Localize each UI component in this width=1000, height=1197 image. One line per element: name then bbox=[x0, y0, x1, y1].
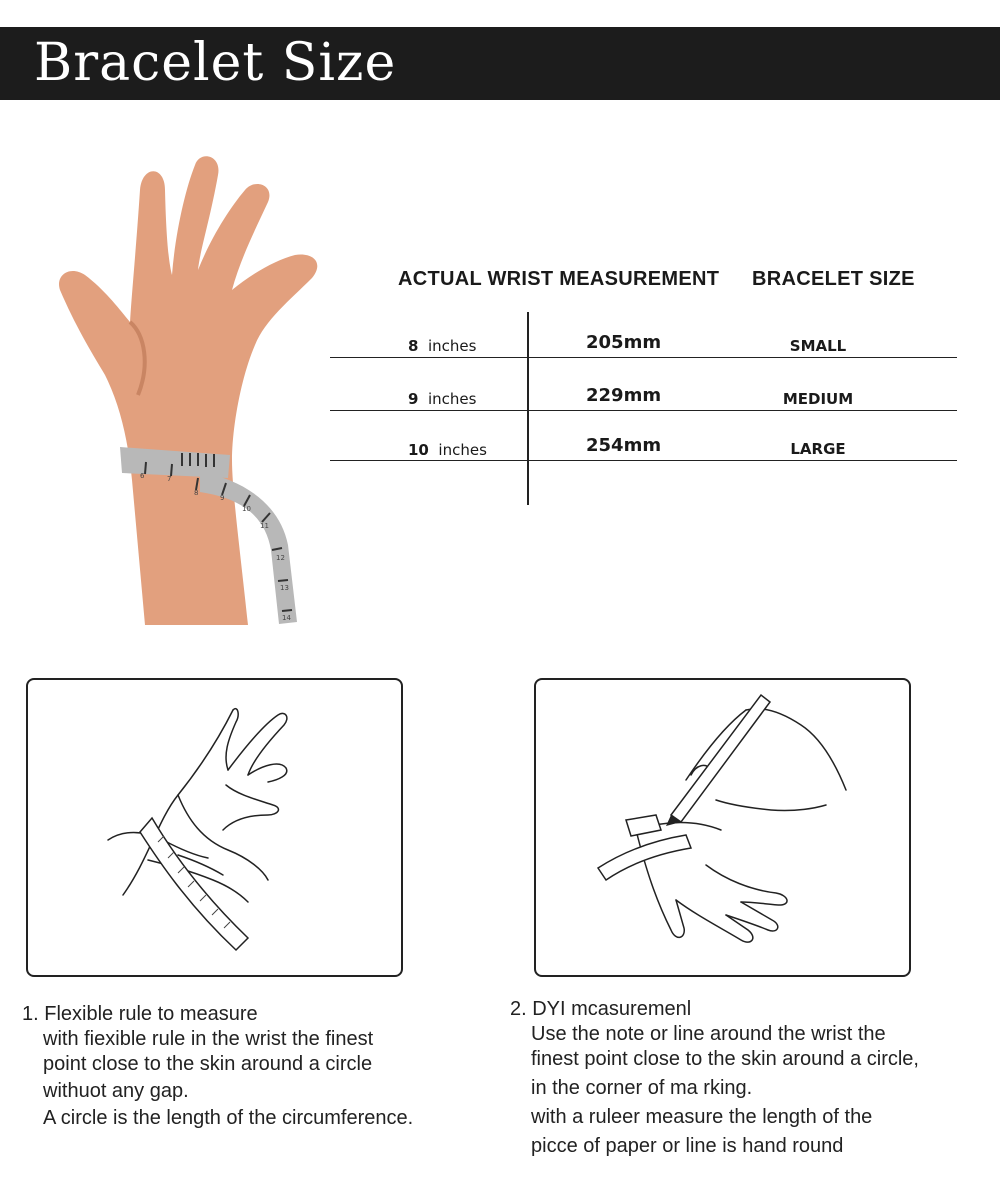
measurement-header: ACTUAL WRIST MEASUREMENT bbox=[398, 268, 720, 290]
step-title: 1. Flexible rule to measure bbox=[22, 1003, 258, 1025]
pen-marking-wrist-icon bbox=[536, 680, 909, 975]
table-divider bbox=[330, 410, 957, 411]
inches-unit: inches bbox=[427, 390, 477, 408]
tape-number: 11 bbox=[260, 522, 269, 530]
table-divider-vertical bbox=[527, 312, 529, 505]
flexible-rule-illustration bbox=[26, 678, 403, 977]
inches-cell bbox=[408, 390, 476, 408]
mm-cell: 229mm bbox=[586, 385, 662, 406]
step-diy-measurement bbox=[510, 997, 990, 1159]
paper-strip-icon bbox=[598, 815, 691, 880]
mm-cell: 254mm bbox=[586, 435, 662, 456]
step-line: A circle is the length of the circumference. bbox=[43, 1107, 414, 1129]
size-cell: SMALL bbox=[789, 337, 847, 355]
step-flexible-rule bbox=[22, 1002, 492, 1131]
step-title: 2. DYI mcasuremenl bbox=[510, 998, 692, 1020]
step-line: in the corner of ma rking. bbox=[531, 1077, 753, 1099]
page-title: Bracelet Size bbox=[34, 33, 397, 93]
step-line: Use the note or line around the wrist the bbox=[531, 1023, 886, 1045]
mm-cell: 205mm bbox=[586, 332, 662, 353]
bracelet-size-header: BRACELET SIZE bbox=[752, 268, 915, 290]
step-line: with fiexible rule in the wrist the finest bbox=[43, 1028, 374, 1050]
tape-number: 14 bbox=[282, 614, 291, 622]
tape-number: 9 bbox=[220, 494, 225, 502]
table-divider bbox=[330, 460, 957, 461]
tape-number: 13 bbox=[280, 584, 289, 592]
inches-value: 10 bbox=[408, 441, 429, 459]
step-line: picce of paper or line is hand round bbox=[531, 1135, 844, 1157]
inches-unit: inches bbox=[438, 441, 487, 459]
measuring-tape-icon bbox=[140, 818, 248, 950]
tape-number: 12 bbox=[276, 554, 285, 562]
inches-unit: inches bbox=[427, 337, 477, 355]
inches-cell bbox=[408, 337, 476, 355]
table-divider bbox=[330, 357, 957, 358]
diy-measurement-illustration bbox=[534, 678, 911, 977]
size-cell: MEDIUM bbox=[782, 390, 854, 408]
hand-illustration bbox=[50, 150, 340, 630]
step-line: withuot any gap. bbox=[43, 1080, 189, 1102]
step-line: point close to the skin around a circle bbox=[43, 1053, 373, 1075]
header-bar bbox=[0, 27, 1000, 100]
pen-icon bbox=[666, 695, 770, 826]
step-line: finest point close to the skin around a circle, bbox=[531, 1048, 919, 1070]
inches-cell bbox=[408, 441, 487, 459]
tape-number: 6 bbox=[140, 472, 145, 480]
step-line: with a ruleer measure the length of the bbox=[531, 1106, 873, 1128]
tape-number: 10 bbox=[242, 505, 251, 513]
inches-value: 9 bbox=[408, 390, 419, 408]
tape-number: 7 bbox=[167, 475, 172, 483]
tape-measure-wrist-icon bbox=[28, 680, 401, 975]
tape-number: 8 bbox=[194, 489, 199, 497]
size-cell: LARGE bbox=[790, 440, 846, 458]
inches-value: 8 bbox=[408, 337, 419, 355]
